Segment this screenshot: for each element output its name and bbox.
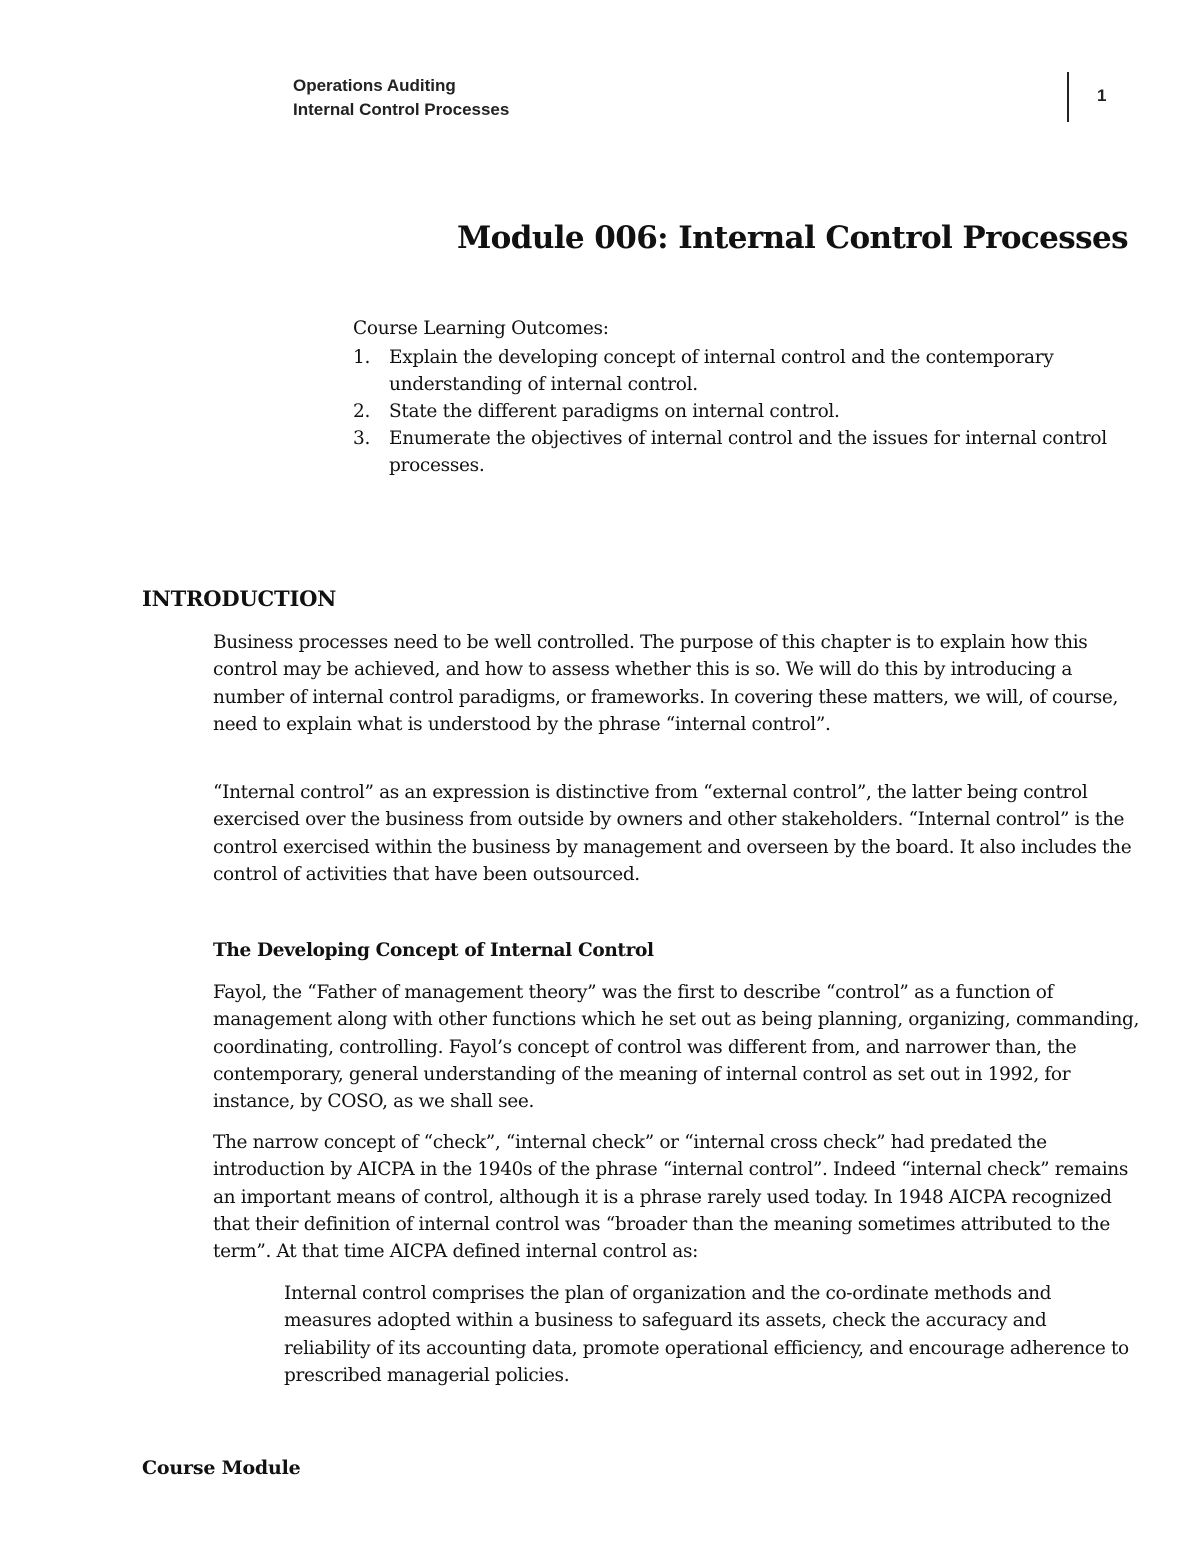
outcome-number: 1. — [353, 347, 371, 368]
introduction-paragraph: “Internal control” as an expression is distinctive from “external control”, the latter being control exercised over the business from outside by owners and other stakeholders. “Internal control” is the control exercised within the business by management and overseen by the board. It also includes the control of activities that have been outsourced. — [213, 782, 1132, 885]
outcome-item — [353, 398, 1133, 425]
module-title: Module 006: Internal Control Processes — [456, 220, 1128, 256]
developing-concept-paragraph: Fayol, the “Father of management theory” was the first to describe “control” as a function of management along with other functions which he set out as being planning, organizing, commanding, coordinating, controlling. Fayol’s concept of control was different from, and narrower than, the contemporary, general understanding of the meaning of internal control as set out in 1992, for instance, by COSO, as we shall see. — [213, 982, 1140, 1113]
outcome-item — [353, 344, 1133, 398]
aicpa-definition-quote: Internal control comprises the plan of organization and the co-ordinate methods and measures adopted within a business to safeguard its assets, check the accuracy and reliability of its accounting data, promote operational efficiency, and encourage adherence to prescribed managerial policies. — [284, 1283, 1129, 1386]
outcome-number: 3. — [353, 428, 371, 449]
developing-concept-paragraph: The narrow concept of “check”, “internal check” or “internal cross check” had predated the introduction by AICPA in the 1940s of the phrase “internal control”. Indeed “internal check” remains an important means of control, although it is a phrase rarely used today. In 1948 AICPA recognized that their definition of internal control was “broader than the meaning sometimes attributed to the term”. At that time AICPA defined internal control as: — [213, 1132, 1128, 1263]
outcomes-list — [353, 344, 1133, 479]
introduction-paragraph: Business processes need to be well controlled. The purpose of this chapter is to explain how this control may be achieved, and how to assess whether this is so. We will do this by introducing a number of internal control paradigms, or frameworks. In covering these matters, we will, of course, need to explain what is understood by the phrase “internal control”. — [213, 632, 1118, 735]
outcome-item — [353, 425, 1133, 479]
outcome-number: 2. — [353, 401, 371, 422]
developing-concept-heading: The Developing Concept of Internal Control — [213, 940, 654, 961]
course-learning-outcomes — [353, 315, 1133, 479]
introduction-heading: INTRODUCTION — [142, 586, 337, 611]
page-footer: Course Module — [142, 1457, 301, 1479]
header-topic-name: Internal Control Processes — [293, 100, 510, 119]
page-number: 1 — [1097, 86, 1107, 105]
outcome-text: Explain the developing concept of internal control and the contemporary understanding of internal control. — [389, 347, 1054, 395]
header-course-name: Operations Auditing — [293, 76, 456, 95]
outcome-text: Enumerate the objectives of internal control and the issues for internal control processes. — [389, 428, 1107, 476]
header-divider — [1067, 72, 1069, 122]
running-header — [293, 74, 509, 122]
outcomes-label: Course Learning Outcomes: — [353, 318, 609, 339]
outcome-text: State the different paradigms on internal control. — [389, 401, 840, 422]
